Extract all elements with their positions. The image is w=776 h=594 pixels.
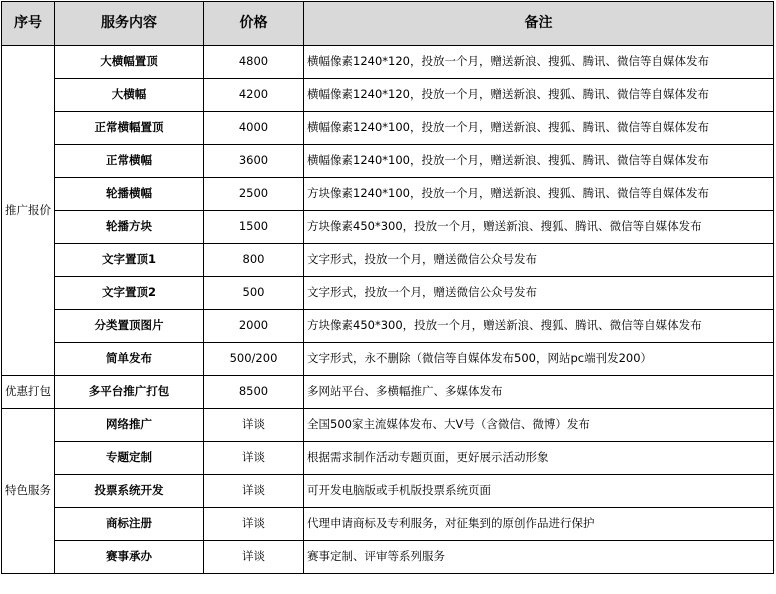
header-price: 价格 [204,2,304,46]
price-value: 4800 [204,46,304,79]
table-row [2,343,774,376]
service-name: 多平台推广打包 [55,376,204,409]
service-name: 轮播方块 [55,211,204,244]
price-value: 1500 [204,211,304,244]
service-name: 商标注册 [55,508,204,541]
table-row [2,277,774,310]
table-row [2,442,774,475]
price-value: 500/200 [204,343,304,376]
service-name: 大横幅 [55,79,204,112]
note-text: 横幅像素1240*120，投放一个月，赠送新浪、搜狐、腾讯、微信等自媒体发布 [304,46,774,79]
note-text: 文字形式，投放一个月，赠送微信公众号发布 [304,277,774,310]
table-row [2,310,774,343]
note-text: 代理申请商标及专利服务，对征集到的原创作品进行保护 [304,508,774,541]
table-row [2,112,774,145]
price-value: 4200 [204,79,304,112]
note-text: 横幅像素1240*100，投放一个月，赠送新浪、搜狐、腾讯、微信等自媒体发布 [304,145,774,178]
price-value: 500 [204,277,304,310]
category-label: 特色服务 [2,409,55,574]
note-text: 根据需求制作活动专题页面，更好展示活动形象 [304,442,774,475]
table-row [2,508,774,541]
note-text: 文字形式，永不删除（微信等自媒体发布500，网站pc端刊发200） [304,343,774,376]
price-value: 详谈 [204,508,304,541]
table-row [2,409,774,442]
table-row [2,211,774,244]
service-name: 轮播横幅 [55,178,204,211]
note-text: 方块像素1240*100，投放一个月，赠送新浪、搜狐、腾讯、微信等自媒体发布 [304,178,774,211]
note-text: 多网站平台、多横幅推广、多媒体发布 [304,376,774,409]
note-text: 全国500家主流媒体发布、大V号（含微信、微博）发布 [304,409,774,442]
category-label: 优惠打包 [2,376,55,409]
price-value: 详谈 [204,409,304,442]
service-name: 文字置顶2 [55,277,204,310]
table-row [2,244,774,277]
header-note: 备注 [304,2,774,46]
price-value: 详谈 [204,442,304,475]
table-row [2,79,774,112]
service-name: 正常横幅置顶 [55,112,204,145]
service-name: 专题定制 [55,442,204,475]
service-name: 大横幅置顶 [55,46,204,79]
note-text: 方块像素450*300，投放一个月，赠送新浪、搜狐、腾讯、微信等自媒体发布 [304,211,774,244]
price-value: 详谈 [204,475,304,508]
table-row [2,541,774,574]
header-service: 服务内容 [55,2,204,46]
price-value: 2000 [204,310,304,343]
header-index: 序号 [2,2,55,46]
note-text: 赛事定制、评审等系列服务 [304,541,774,574]
service-name: 分类置顶图片 [55,310,204,343]
price-value: 详谈 [204,541,304,574]
note-text: 横幅像素1240*120，投放一个月，赠送新浪、搜狐、腾讯、微信等自媒体发布 [304,79,774,112]
table-row [2,145,774,178]
service-name: 正常横幅 [55,145,204,178]
price-value: 3600 [204,145,304,178]
note-text: 横幅像素1240*100，投放一个月，赠送新浪、搜狐、腾讯、微信等自媒体发布 [304,112,774,145]
service-name: 赛事承办 [55,541,204,574]
note-text: 文字形式，投放一个月，赠送微信公众号发布 [304,244,774,277]
price-value: 4000 [204,112,304,145]
table-row [2,376,774,409]
price-value: 8500 [204,376,304,409]
price-value: 2500 [204,178,304,211]
table-row [2,46,774,79]
note-text: 可开发电脑版或手机版投票系统页面 [304,475,774,508]
table-row [2,178,774,211]
category-label: 推广报价 [2,46,55,376]
price-value: 800 [204,244,304,277]
header-row [2,2,774,46]
service-name: 网络推广 [55,409,204,442]
price-table [1,1,774,574]
service-name: 投票系统开发 [55,475,204,508]
note-text: 方块像素450*300，投放一个月，赠送新浪、搜狐、腾讯、微信等自媒体发布 [304,310,774,343]
service-name: 简单发布 [55,343,204,376]
service-name: 文字置顶1 [55,244,204,277]
table-row [2,475,774,508]
